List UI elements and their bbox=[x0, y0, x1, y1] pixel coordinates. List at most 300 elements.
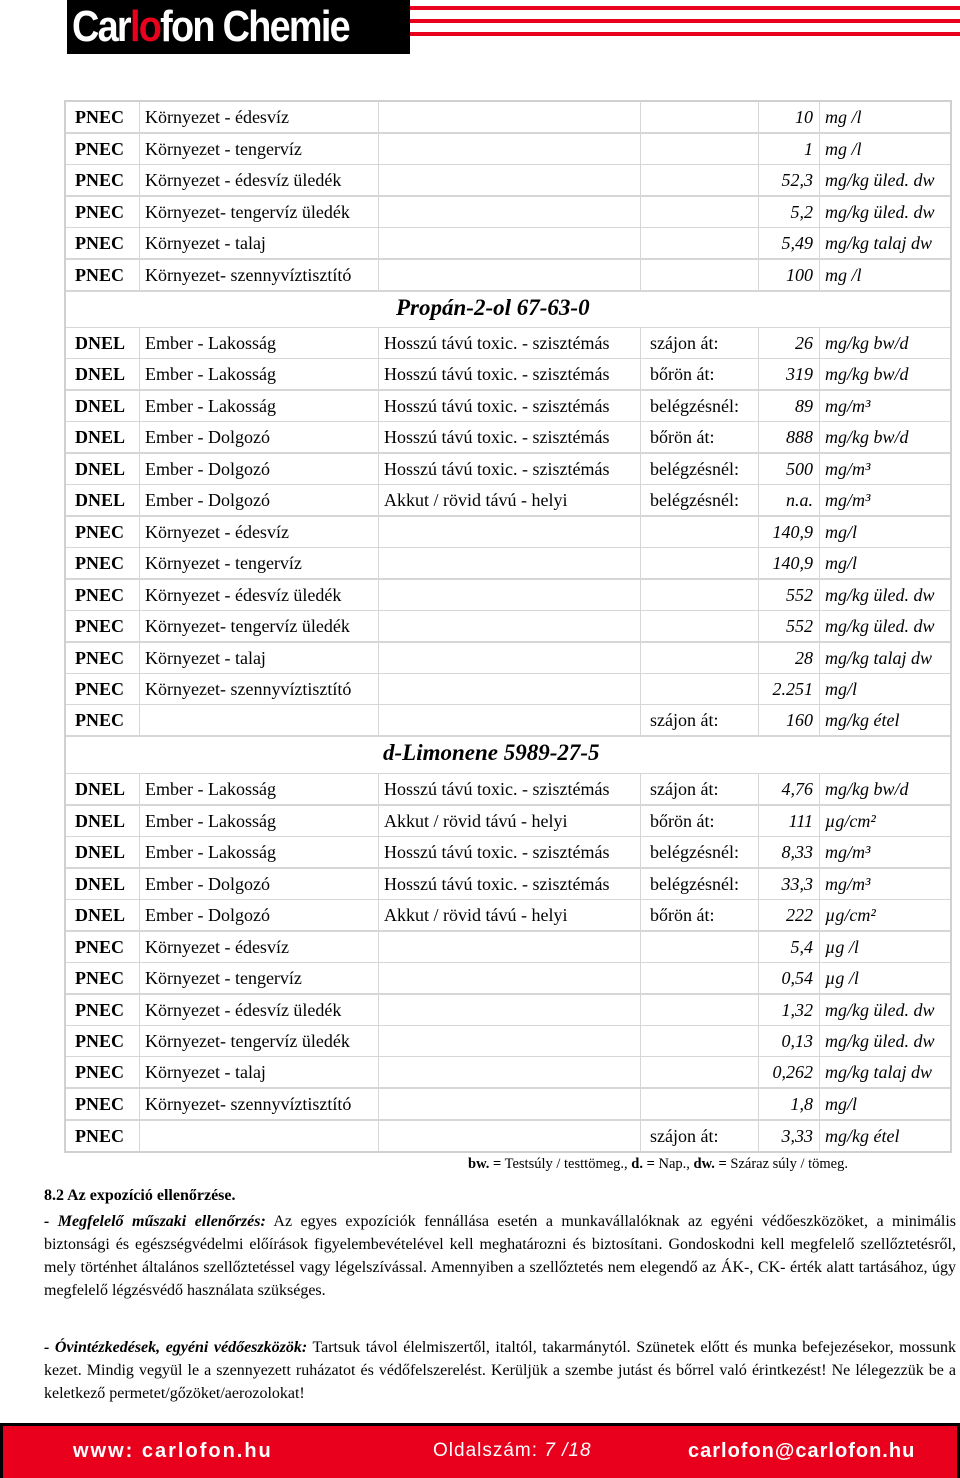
table-cell-route: bőrön át: bbox=[650, 427, 715, 447]
table-column-divider bbox=[819, 836, 820, 867]
table-column-divider bbox=[640, 1025, 641, 1056]
table-cell-unit: mg /l bbox=[825, 265, 862, 285]
table-cell-unit: mg/l bbox=[825, 553, 858, 573]
table-column-divider bbox=[640, 1056, 641, 1087]
table-column-divider bbox=[139, 579, 140, 610]
table-column-divider bbox=[640, 1088, 641, 1119]
table-column-divider bbox=[139, 196, 140, 227]
table-column-divider bbox=[640, 133, 641, 164]
table-column-divider bbox=[139, 327, 140, 358]
engineering-controls-text: Az egyes expozíciók fennállása esetén a munkavállalóknak az egyéni védőeszközöket, a minimális biztonsági és egészségvédelmi előírások figyelembevételével kell meghatározni és biztosítani. Gondoskodni kell megfelelő szellőztetésről, mely történhet általános szellőztetéssel vagy légelszívással. Amennyiben a szellőztetés nem elegendő az ÁK-, CK- érték alatt tartásához, úgy megfelelő légzésvédő használata szükséges. bbox=[44, 1213, 957, 1299]
table-column-divider bbox=[378, 673, 379, 704]
table-cell-unit: mg/kg bw/d bbox=[825, 364, 909, 384]
table-column-divider bbox=[640, 994, 641, 1025]
table-cell-unit: mg/l bbox=[825, 679, 858, 699]
table-column-divider bbox=[378, 484, 379, 515]
table-cell-duration: Hosszú távú toxic. - szisztémás bbox=[384, 459, 610, 479]
table-cell-target: Környezet - édesvíz üledék bbox=[145, 170, 342, 190]
table-row-divider bbox=[66, 773, 950, 774]
protective-measures-lead: - Óvintézkedések, egyéni védőeszközök: bbox=[44, 1339, 308, 1356]
table-cell-type: DNEL bbox=[75, 459, 126, 479]
table-cell-value: 1 bbox=[804, 139, 813, 159]
table-cell-route: szájon át: bbox=[650, 779, 719, 799]
table-cell-target: Környezet- tengervíz üledék bbox=[145, 616, 350, 636]
table-column-divider bbox=[378, 1120, 379, 1151]
table-row-divider bbox=[66, 1056, 950, 1057]
table-cell-target: Környezet- szennyvíztisztító bbox=[145, 265, 352, 285]
table-column-divider bbox=[139, 1056, 140, 1087]
table-cell-unit: mg/l bbox=[825, 1094, 858, 1114]
table-row-divider bbox=[66, 962, 950, 963]
table-row-divider bbox=[66, 453, 950, 454]
table-cell-value: 140,9 bbox=[772, 522, 813, 542]
table-cell-unit: µg/cm² bbox=[825, 811, 876, 831]
table-cell-type: PNEC bbox=[75, 107, 124, 127]
table-cell-type: DNEL bbox=[75, 779, 126, 799]
table-column-divider bbox=[819, 390, 820, 421]
table-cell-duration: Hosszú távú toxic. - szisztémás bbox=[384, 779, 610, 799]
table-cell-type: DNEL bbox=[75, 905, 126, 925]
abbreviation-legend bbox=[468, 1156, 848, 1173]
table-cell-route: bőrön át: bbox=[650, 811, 715, 831]
table-column-divider bbox=[378, 358, 379, 389]
table-column-divider bbox=[139, 704, 140, 735]
table-row-divider bbox=[66, 421, 950, 422]
table-column-divider bbox=[640, 358, 641, 389]
table-cell-target: Környezet - talaj bbox=[145, 233, 266, 253]
table-cell-unit: mg/kg üled. dw bbox=[825, 170, 935, 190]
table-column-divider bbox=[378, 196, 379, 227]
table-column-divider bbox=[640, 1120, 641, 1151]
table-column-divider bbox=[640, 227, 641, 258]
table-cell-duration: Akkut / rövid távú - helyi bbox=[384, 811, 568, 831]
table-row-divider bbox=[66, 327, 950, 328]
table-row-divider bbox=[66, 1120, 950, 1121]
legend-dw-text: Száraz súly / tömeg. bbox=[730, 1156, 848, 1172]
table-column-divider bbox=[139, 164, 140, 195]
table-column-divider bbox=[139, 610, 140, 641]
table-row-divider bbox=[66, 704, 950, 705]
table-cell-value: 552 bbox=[786, 585, 813, 605]
logo-text-part2: lo bbox=[129, 2, 161, 51]
table-column-divider bbox=[819, 259, 820, 290]
table-column-divider bbox=[640, 899, 641, 930]
table-cell-unit: mg/m³ bbox=[825, 842, 871, 862]
engineering-controls-lead: - Megfelelő műszaki ellenőrzés: bbox=[44, 1213, 266, 1230]
table-column-divider bbox=[139, 931, 140, 962]
table-cell-duration: Akkut / rövid távú - helyi bbox=[384, 905, 568, 925]
table-cell-unit: mg/m³ bbox=[825, 874, 871, 894]
table-column-divider bbox=[640, 704, 641, 735]
table-cell-unit: mg/kg üled. dw bbox=[825, 585, 935, 605]
logo-text-part3: fon Chemie bbox=[160, 2, 349, 51]
table-column-divider bbox=[378, 805, 379, 836]
table-column-divider bbox=[139, 390, 140, 421]
table-cell-unit: mg/kg üled. dw bbox=[825, 1031, 935, 1051]
table-column-divider bbox=[819, 805, 820, 836]
table-cell-type: PNEC bbox=[75, 522, 124, 542]
table-cell-value: 140,9 bbox=[772, 553, 813, 573]
table-column-divider bbox=[378, 453, 379, 484]
table-row-divider bbox=[66, 390, 950, 391]
footer-website[interactable]: www: carlofon.hu bbox=[73, 1440, 273, 1462]
table-cell-route: szájon át: bbox=[650, 710, 719, 730]
table-cell-type: PNEC bbox=[75, 1094, 124, 1114]
table-column-divider bbox=[819, 1088, 820, 1119]
table-column-divider bbox=[640, 327, 641, 358]
table-column-divider bbox=[139, 259, 140, 290]
table-cell-type: DNEL bbox=[75, 396, 126, 416]
table-column-divider bbox=[139, 836, 140, 867]
table-cell-type: DNEL bbox=[75, 490, 126, 510]
table-column-divider bbox=[378, 1025, 379, 1056]
table-cell-type: PNEC bbox=[75, 553, 124, 573]
table-cell-unit: mg/kg üled. dw bbox=[825, 1000, 935, 1020]
table-column-divider bbox=[819, 899, 820, 930]
table-row-divider bbox=[66, 133, 950, 134]
table-cell-unit: mg/m³ bbox=[825, 490, 871, 510]
table-column-divider bbox=[378, 547, 379, 578]
table-cell-unit: mg/kg bw/d bbox=[825, 779, 909, 799]
table-cell-target: Környezet- tengervíz üledék bbox=[145, 1031, 350, 1051]
table-cell-unit: mg/kg étel bbox=[825, 1126, 900, 1146]
table-cell-unit: mg/kg talaj dw bbox=[825, 1062, 932, 1082]
table-column-divider bbox=[378, 994, 379, 1025]
table-column-divider bbox=[378, 516, 379, 547]
table-column-divider bbox=[819, 358, 820, 389]
table-column-divider bbox=[819, 773, 820, 804]
table-column-divider bbox=[139, 773, 140, 804]
table-column-divider bbox=[378, 259, 379, 290]
table-cell-type: DNEL bbox=[75, 842, 126, 862]
table-cell-target: Környezet - talaj bbox=[145, 1062, 266, 1082]
legend-d-text: Nap., bbox=[658, 1156, 690, 1172]
table-cell-type: PNEC bbox=[75, 1031, 124, 1051]
company-logo bbox=[72, 4, 349, 50]
table-column-divider bbox=[378, 133, 379, 164]
table-column-divider bbox=[640, 610, 641, 641]
table-cell-unit: mg/m³ bbox=[825, 459, 871, 479]
table-column-divider bbox=[819, 931, 820, 962]
table-column-divider bbox=[378, 390, 379, 421]
table-cell-value: n.a. bbox=[786, 490, 813, 510]
header-red-line-bottom bbox=[410, 32, 960, 36]
table-column-divider bbox=[378, 899, 379, 930]
table-column-divider bbox=[819, 1120, 820, 1151]
table-cell-type: PNEC bbox=[75, 585, 124, 605]
table-cell-route: bőrön át: bbox=[650, 364, 715, 384]
table-cell-type: PNEC bbox=[75, 170, 124, 190]
table-cell-route: belégzésnél: bbox=[650, 490, 739, 510]
table-cell-type: PNEC bbox=[75, 616, 124, 636]
table-column-divider bbox=[378, 164, 379, 195]
table-column-divider bbox=[819, 227, 820, 258]
table-cell-value: 111 bbox=[788, 811, 813, 831]
table-cell-route: szájon át: bbox=[650, 333, 719, 353]
table-cell-route: bőrön át: bbox=[650, 905, 715, 925]
table-row-divider bbox=[66, 1025, 950, 1026]
table-cell-target: Környezet - édesvíz üledék bbox=[145, 1000, 342, 1020]
table-cell-target: Ember - Lakosság bbox=[145, 779, 276, 799]
page-number: 7 /18 bbox=[544, 1440, 592, 1461]
table-cell-duration: Akkut / rövid távú - helyi bbox=[384, 490, 568, 510]
legend-bw-key: bw. = bbox=[468, 1156, 502, 1172]
footer-page-number bbox=[433, 1440, 592, 1462]
table-column-divider bbox=[378, 704, 379, 735]
page-footer bbox=[0, 1423, 960, 1478]
table-cell-target: Ember - Dolgozó bbox=[145, 459, 270, 479]
table-cell-value: 500 bbox=[786, 459, 813, 479]
table-cell-type: DNEL bbox=[75, 364, 126, 384]
table-cell-unit: mg/kg üled. dw bbox=[825, 202, 935, 222]
table-cell-value: 8,33 bbox=[781, 842, 813, 862]
table-row-divider bbox=[66, 227, 950, 228]
table-column-divider bbox=[640, 547, 641, 578]
table-cell-unit: µg /l bbox=[825, 937, 859, 957]
table-row-divider bbox=[66, 994, 950, 995]
table-cell-route: szájon át: bbox=[650, 1126, 719, 1146]
table-column-divider bbox=[139, 516, 140, 547]
table-cell-unit: mg/l bbox=[825, 522, 858, 542]
table-cell-route: belégzésnél: bbox=[650, 874, 739, 894]
table-cell-target: Környezet - tengervíz bbox=[145, 968, 302, 988]
table-cell-target: Környezet - tengervíz bbox=[145, 139, 302, 159]
table-cell-unit: mg/kg talaj dw bbox=[825, 233, 932, 253]
table-column-divider bbox=[819, 484, 820, 515]
table-column-divider bbox=[819, 164, 820, 195]
table-cell-type: PNEC bbox=[75, 265, 124, 285]
table-row-divider bbox=[66, 1088, 950, 1089]
table-cell-type: DNEL bbox=[75, 811, 126, 831]
table-cell-duration: Hosszú távú toxic. - szisztémás bbox=[384, 427, 610, 447]
table-cell-route: belégzésnél: bbox=[650, 396, 739, 416]
table-row-divider bbox=[66, 836, 950, 837]
table-cell-value: 89 bbox=[795, 396, 813, 416]
table-column-divider bbox=[139, 133, 140, 164]
table-cell-target: Környezet- tengervíz üledék bbox=[145, 202, 350, 222]
table-column-divider bbox=[819, 704, 820, 735]
table-column-divider bbox=[640, 673, 641, 704]
table-row-divider bbox=[66, 931, 950, 932]
table-cell-value: 10 bbox=[795, 107, 813, 127]
table-column-divider bbox=[819, 962, 820, 993]
table-cell-target: Környezet- szennyvíztisztító bbox=[145, 1094, 352, 1114]
table-column-divider bbox=[640, 164, 641, 195]
table-cell-value: 0,262 bbox=[772, 1062, 813, 1082]
legend-d-key: d. = bbox=[631, 1156, 655, 1172]
header-red-line-middle bbox=[410, 19, 960, 23]
table-column-divider bbox=[378, 962, 379, 993]
table-column-divider bbox=[378, 836, 379, 867]
table-cell-unit: mg/kg üled. dw bbox=[825, 616, 935, 636]
table-column-divider bbox=[640, 101, 641, 132]
table-column-divider bbox=[139, 962, 140, 993]
table-cell-target: Ember - Dolgozó bbox=[145, 874, 270, 894]
table-column-divider bbox=[640, 453, 641, 484]
table-cell-target: Környezet - édesvíz bbox=[145, 522, 289, 542]
table-row-divider bbox=[66, 899, 950, 900]
table-cell-unit: mg/kg étel bbox=[825, 710, 900, 730]
table-cell-type: PNEC bbox=[75, 710, 124, 730]
footer-red-band bbox=[3, 1426, 957, 1478]
table-cell-type: DNEL bbox=[75, 427, 126, 447]
table-cell-type: PNEC bbox=[75, 1062, 124, 1082]
table-cell-value: 5,2 bbox=[790, 202, 813, 222]
table-row-divider bbox=[66, 516, 950, 517]
table-row-divider bbox=[66, 610, 950, 611]
table-column-divider bbox=[819, 579, 820, 610]
table-column-divider bbox=[139, 673, 140, 704]
table-row-divider bbox=[66, 579, 950, 580]
table-cell-type: PNEC bbox=[75, 1126, 124, 1146]
table-cell-value: 100 bbox=[786, 265, 813, 285]
table-row-divider bbox=[66, 259, 950, 260]
table-row-divider bbox=[66, 196, 950, 197]
table-cell-target: Környezet- szennyvíztisztító bbox=[145, 679, 352, 699]
table-row-divider bbox=[66, 736, 950, 737]
section-heading: 8.2 Az expozíció ellenőrzése. bbox=[44, 1187, 236, 1204]
table-column-divider bbox=[139, 1025, 140, 1056]
table-column-divider bbox=[819, 868, 820, 899]
table-column-divider bbox=[640, 516, 641, 547]
table-column-divider bbox=[139, 358, 140, 389]
section-heading-substance: Propán-2-ol 67-63-0 bbox=[396, 295, 590, 320]
table-cell-target: Ember - Lakosság bbox=[145, 364, 276, 384]
table-column-divider bbox=[640, 805, 641, 836]
section-heading-substance: d-Limonene 5989-27-5 bbox=[383, 740, 600, 765]
table-column-divider bbox=[819, 994, 820, 1025]
table-cell-value: 1,32 bbox=[781, 1000, 813, 1020]
table-column-divider bbox=[819, 547, 820, 578]
table-cell-value: 319 bbox=[786, 364, 813, 384]
legend-bw-text: Testsúly / testtömeg., bbox=[504, 1156, 628, 1172]
table-cell-unit: mg/kg talaj dw bbox=[825, 648, 932, 668]
table-column-divider bbox=[139, 453, 140, 484]
table-cell-duration: Hosszú távú toxic. - szisztémás bbox=[384, 364, 610, 384]
table-column-divider bbox=[819, 101, 820, 132]
table-row-divider bbox=[66, 642, 950, 643]
table-cell-type: PNEC bbox=[75, 139, 124, 159]
table-cell-unit: mg/kg bw/d bbox=[825, 427, 909, 447]
table-cell-duration: Hosszú távú toxic. - szisztémás bbox=[384, 396, 610, 416]
table-cell-route: belégzésnél: bbox=[650, 459, 739, 479]
table-column-divider bbox=[139, 994, 140, 1025]
table-column-divider bbox=[819, 610, 820, 641]
table-cell-type: PNEC bbox=[75, 679, 124, 699]
table-cell-type: DNEL bbox=[75, 333, 126, 353]
table-row-divider bbox=[66, 547, 950, 548]
table-column-divider bbox=[640, 773, 641, 804]
page-header bbox=[0, 0, 960, 58]
table-column-divider bbox=[640, 484, 641, 515]
table-column-divider bbox=[139, 642, 140, 673]
table-column-divider bbox=[378, 101, 379, 132]
table-cell-type: PNEC bbox=[75, 233, 124, 253]
table-column-divider bbox=[640, 579, 641, 610]
footer-email[interactable]: carlofon@carlofon.hu bbox=[688, 1440, 916, 1462]
table-column-divider bbox=[640, 421, 641, 452]
table-cell-target: Ember - Lakosság bbox=[145, 396, 276, 416]
table-column-divider bbox=[640, 642, 641, 673]
table-column-divider bbox=[139, 421, 140, 452]
table-column-divider bbox=[819, 133, 820, 164]
table-cell-value: 3,33 bbox=[781, 1126, 813, 1146]
table-cell-value: 888 bbox=[786, 427, 813, 447]
table-column-divider bbox=[378, 931, 379, 962]
table-column-divider bbox=[378, 773, 379, 804]
protective-measures-text: Tartsuk távol élelmiszertől, italtól, takarmánytól. Szünetek előtt és munka befejezésekor, mossunk kezet. Mindig vegyül le a szennyezett ruházatot és védőfelszerelést. Kerüljük a szembe jutást és bőrrel való érintkezést! Ne lélegezzük be a keletkező permetet/gőzöket/aerozolokat! bbox=[44, 1339, 957, 1402]
table-cell-value: 28 bbox=[795, 648, 813, 668]
table-cell-unit: mg /l bbox=[825, 107, 862, 127]
table-cell-target: Ember - Lakosság bbox=[145, 811, 276, 831]
table-cell-value: 52,3 bbox=[781, 170, 813, 190]
table-column-divider bbox=[139, 1088, 140, 1119]
table-cell-unit: mg /l bbox=[825, 139, 862, 159]
table-cell-type: DNEL bbox=[75, 874, 126, 894]
table-cell-target: Ember - Dolgozó bbox=[145, 905, 270, 925]
table-column-divider bbox=[139, 547, 140, 578]
table-column-divider bbox=[378, 1088, 379, 1119]
protective-measures-paragraph bbox=[44, 1336, 956, 1405]
table-row-divider bbox=[66, 358, 950, 359]
table-column-divider bbox=[819, 642, 820, 673]
table-column-divider bbox=[640, 390, 641, 421]
table-cell-value: 5,49 bbox=[781, 233, 813, 253]
table-cell-type: PNEC bbox=[75, 202, 124, 222]
table-column-divider bbox=[378, 327, 379, 358]
table-cell-unit: µg/cm² bbox=[825, 905, 876, 925]
table-column-divider bbox=[640, 836, 641, 867]
table-column-divider bbox=[819, 453, 820, 484]
table-row-divider bbox=[66, 291, 950, 292]
table-cell-value: 0,54 bbox=[781, 968, 813, 988]
table-column-divider bbox=[378, 421, 379, 452]
table-column-divider bbox=[819, 327, 820, 358]
page-label: Oldalszám: bbox=[433, 1440, 539, 1461]
table-column-divider bbox=[378, 1056, 379, 1087]
table-cell-value: 26 bbox=[795, 333, 813, 353]
table-column-divider bbox=[139, 805, 140, 836]
table-column-divider bbox=[139, 868, 140, 899]
table-column-divider bbox=[139, 484, 140, 515]
table-cell-target: Környezet - édesvíz bbox=[145, 937, 289, 957]
table-column-divider bbox=[139, 899, 140, 930]
table-column-divider bbox=[378, 227, 379, 258]
table-cell-value: 4,76 bbox=[781, 779, 813, 799]
table-cell-target: Környezet - édesvíz üledék bbox=[145, 585, 342, 605]
table-cell-value: 2.251 bbox=[772, 679, 813, 699]
table-cell-target: Környezet - tengervíz bbox=[145, 553, 302, 573]
table-cell-type: PNEC bbox=[75, 968, 124, 988]
header-red-line-top bbox=[410, 6, 960, 10]
engineering-controls-paragraph bbox=[44, 1210, 956, 1302]
table-cell-unit: µg /l bbox=[825, 968, 859, 988]
table-cell-value: 552 bbox=[786, 616, 813, 636]
table-column-divider bbox=[378, 868, 379, 899]
table-cell-target: Ember - Dolgozó bbox=[145, 427, 270, 447]
table-row-divider bbox=[66, 484, 950, 485]
table-cell-target: Környezet - édesvíz bbox=[145, 107, 289, 127]
table-column-divider bbox=[819, 1025, 820, 1056]
table-cell-duration: Hosszú távú toxic. - szisztémás bbox=[384, 333, 610, 353]
table-cell-target: Ember - Lakosság bbox=[145, 333, 276, 353]
table-cell-type: PNEC bbox=[75, 937, 124, 957]
table-column-divider bbox=[378, 642, 379, 673]
table-column-divider bbox=[139, 227, 140, 258]
table-column-divider bbox=[640, 962, 641, 993]
table-cell-type: PNEC bbox=[75, 1000, 124, 1020]
table-cell-target: Környezet - talaj bbox=[145, 648, 266, 668]
